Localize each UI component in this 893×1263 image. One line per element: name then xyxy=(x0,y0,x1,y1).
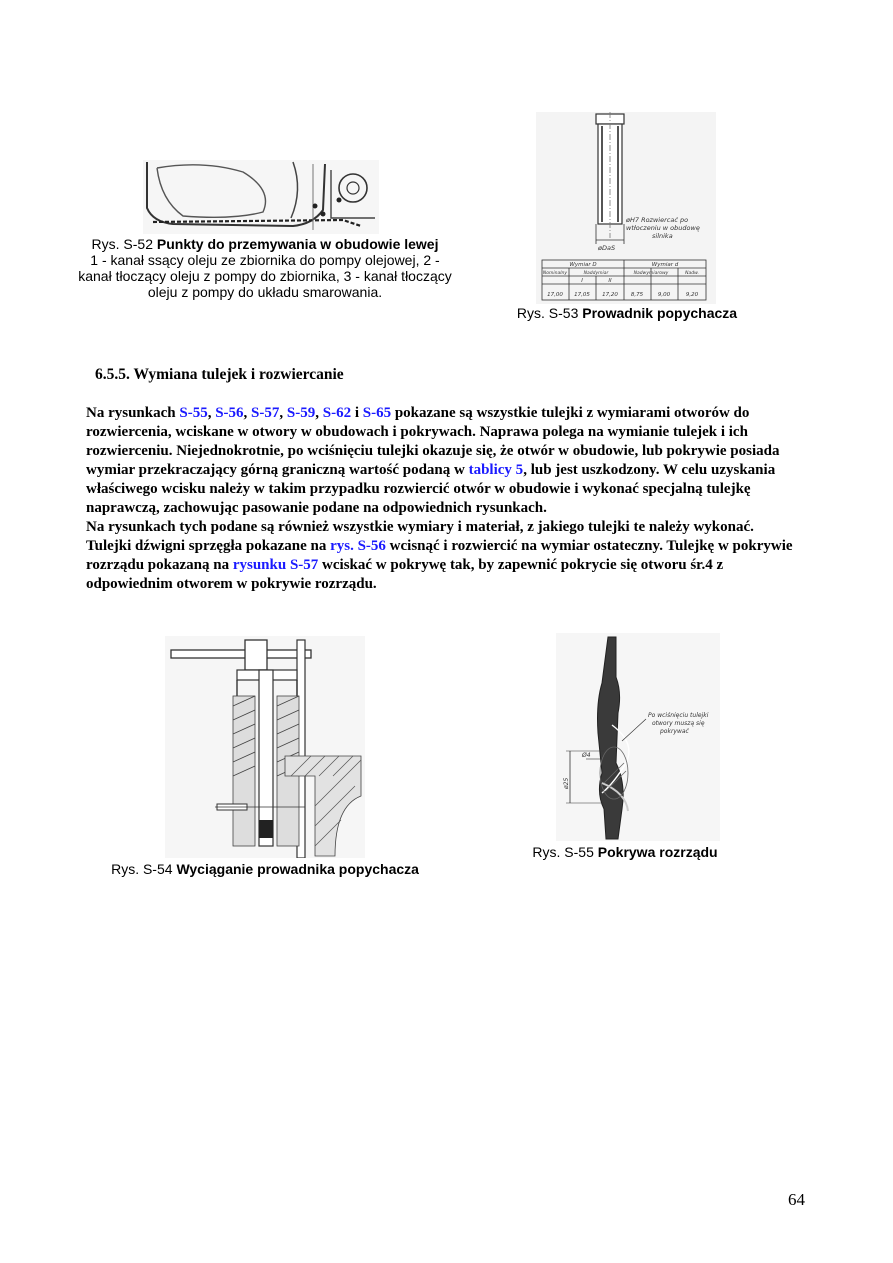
figure-s53-caption: Rys. S-53 Prowadnik popychacza xyxy=(516,305,738,321)
link-s59[interactable]: S-59 xyxy=(286,405,316,421)
figure-s55-image xyxy=(556,633,720,841)
figure-s53-table-h2: Naddymiar xyxy=(583,271,609,276)
link-s55[interactable]: S-55 xyxy=(179,405,208,421)
figure-s53-image xyxy=(536,112,716,304)
page-number: 64 xyxy=(788,1190,805,1209)
figure-s53-table-group1: Wymiar D xyxy=(569,262,597,268)
figure-s52-title-line: Rys. S-52 Punkty do przemywania w obudowie lewej xyxy=(91,236,439,252)
figure-s53-table-h4: Nadw. xyxy=(685,271,699,276)
link-s56[interactable]: S-56 xyxy=(215,405,244,421)
paragraph-2: Na rysunkach tych podane są również wszystkie wymiary i materiał, z jakiego tulejki te należy wykonać. xyxy=(86,519,754,535)
figure-s53-table-h3: Nadwymiarowy xyxy=(633,271,669,276)
figure-s52-legend: 1 - kanał ssący oleju ze zbiornika do pompy olejowej, 2 - kanał tłoczący oleju z pompy do zbiornika, 3 - kanał tłoczący oleju z pompy do układu smarowania. xyxy=(78,252,452,300)
figure-s53-table-sub1: I xyxy=(581,278,583,284)
figure-s52-image xyxy=(143,160,379,234)
paragraph-1: Na rysunkach S-55, S-56, S-57, S-59, S-62 i S-65 pokazane są wszystkie tulejki z wymiarami otworów do rozwiercenia, wciskane w otwory w obudowach i pokrywach. Naprawa polega na wymianie tulejek i ich rozwierceniu. Niejednokrotnie, po wciśnięciu tulejki okazuje się, że otwór w obudowie, lub pokrywie posiada wymiar przekraczający górną graniczną wartość podaną w tablicy 5, lub jest uszkodzony. W celu uzyskania właściwego wcisku należy w takim przypadku rozwiercić otwór w obudowie i wykonać specjalną tulejkę naprawczą, zachowując pasowanie podane na odpowiednich rysunkach. xyxy=(86,405,780,516)
link-s65[interactable]: S-65 xyxy=(362,405,392,421)
figure-s53-table-v6: 9,20 xyxy=(685,292,699,298)
figure-s53-table-h1: Nominalny xyxy=(542,271,568,276)
figure-s53-table-sub2: II xyxy=(608,278,612,284)
link-rysunku-s57[interactable]: rysunku S-57 xyxy=(232,557,319,573)
figure-s53-note-2: wtłoczeniu w obudowę xyxy=(626,224,700,232)
figure-s54-caption: Rys. S-54 Wyciąganie prowadnika popychacza xyxy=(111,861,419,877)
figure-s55-caption: Rys. S-55 Pokrywa rozrządu xyxy=(532,844,718,860)
figure-s55-note-1: Po wciśnięciu tulejki xyxy=(648,712,709,719)
figure-s53-table-v4: 8,75 xyxy=(630,292,644,298)
figure-s53-note-3: silnika xyxy=(652,232,673,240)
figure-s55-dim1: ø25 xyxy=(563,777,570,789)
figure-s52-caption xyxy=(78,236,452,300)
figure-s53-table-v5: 9,00 xyxy=(657,292,671,298)
figure-s55-note-3: pokrywać xyxy=(660,728,689,735)
figure-s55-dim2: Ø4 xyxy=(582,752,591,759)
link-rys-s56[interactable]: rys. S-56 xyxy=(330,538,386,554)
figure-s53-dim: øDaS xyxy=(598,244,616,252)
figure-s54-image xyxy=(165,636,365,858)
body-text xyxy=(86,404,806,594)
link-s57[interactable]: S-57 xyxy=(251,405,280,421)
figure-s53-note-1: øH7 Rozwiercać po xyxy=(626,216,689,224)
figure-s53-table-v2: 17,05 xyxy=(574,292,590,298)
paragraph-3: Tulejki dźwigni sprzęgła pokazane na rys. S-56 wcisnąć i rozwiercić na wymiar ostateczny. Tulejkę w pokrywie rozrządu pokazaną na rysunku S-57 wciskać w pokrywę tak, by zapewnić pokrycie się otworu śr.4 z odpowiednim otworem w pokrywie rozrządu. xyxy=(86,538,793,592)
figure-s53-table-group2: Wymiar d xyxy=(651,262,679,268)
figure-s55-note-2: otwory muszą się xyxy=(652,720,705,727)
link-s62[interactable]: S-62 xyxy=(322,405,352,421)
section-heading: 6.5.5. Wymiana tulejek i rozwiercanie xyxy=(95,366,344,383)
figure-s53-table-v3: 17,20 xyxy=(602,292,618,298)
figure-s53-table-v1: 17,00 xyxy=(547,292,563,298)
link-table-5[interactable]: tablicy 5 xyxy=(468,462,524,478)
